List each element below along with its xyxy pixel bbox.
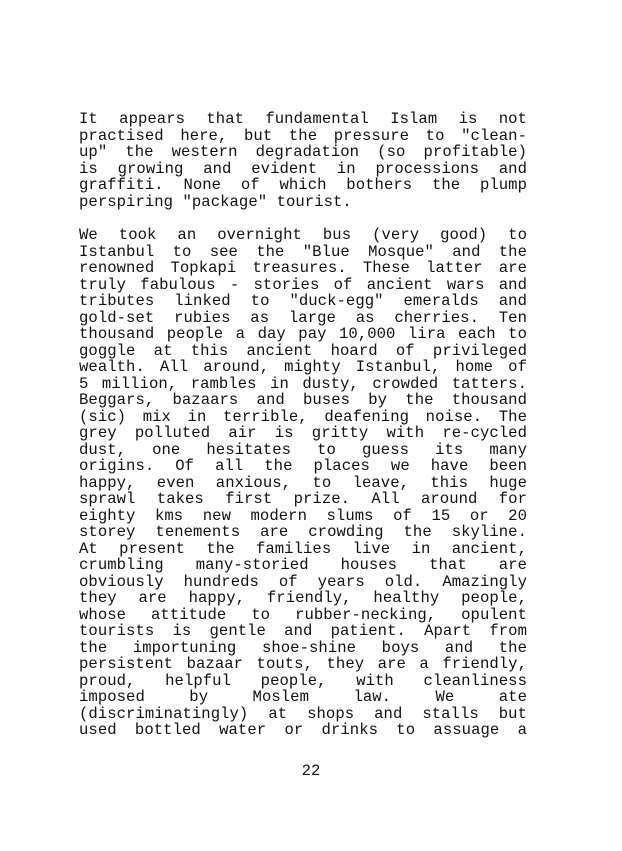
text-line: 5 million, rambles in dusty, crowded tatters. — [79, 374, 527, 393]
text-line: is growing and evident in processions and — [79, 159, 527, 178]
text-line: graffiti. None of which bothers the plump — [79, 176, 527, 194]
text-line: Beggars, bazaars and buses by the thousand — [79, 391, 527, 409]
text-line: (sic) mix in terrible, deafening noise. The — [79, 407, 527, 426]
text-line: (discriminatingly) at shops and stalls but — [79, 704, 527, 723]
text-line: imposed by Moslem law. We ate — [79, 688, 527, 706]
text-line: wealth. All around, mighty Istanbul, home of — [79, 358, 527, 376]
text-line: tributes linked to "duck-egg" emeralds and — [79, 292, 527, 310]
text-line: proud, helpful people, with cleanliness — [79, 671, 527, 690]
text-line: eighty kms new modern slums of 15 or 20 — [79, 506, 527, 525]
text-line: sprawl takes first prize. All around for — [79, 490, 527, 508]
text-line: perspiring "package" tourist. — [79, 192, 352, 211]
text-line: We took an overnight bus (very good) to — [79, 226, 527, 244]
text-line: obviously hundreds of years old. Amazingly — [79, 572, 527, 591]
text-line: persistent bazaar touts, they are a friendly, — [79, 655, 527, 673]
text-line: they are happy, friendly, healthy people, — [79, 589, 527, 607]
page-number: 22 — [301, 762, 321, 780]
text-line: up" the western degradation (so profitable) — [79, 143, 527, 161]
text-line: goggle at this ancient hoard of privileged — [79, 341, 527, 360]
text-line: crumbling many-storied houses that are — [79, 556, 527, 574]
text-line: grey polluted air is gritty with re-cycled — [79, 424, 527, 442]
text-line: origins. Of all the places we have been — [79, 457, 527, 475]
paragraph-1 — [79, 111, 527, 210]
text-line: practised here, but the pressure to "clean- — [79, 126, 527, 145]
text-line: renowned Topkapi treasures. These latter are — [79, 259, 527, 277]
text-line: It appears that fundamental Islam is not — [79, 110, 527, 128]
text-line: happy, even anxious, to leave, this huge — [79, 473, 527, 492]
text-line: whose attitude to rubber-necking, opulent — [79, 605, 527, 624]
text-line: gold-set rubies as large as cherries. Ten — [79, 308, 527, 327]
paragraph-2 — [79, 227, 527, 739]
text-line: the importuning shoe-shine boys and the — [79, 638, 527, 657]
text-line: Istanbul to see the "Blue Mosque" and the — [79, 242, 527, 261]
text-line: thousand people a day pay 10,000 lira each to — [79, 325, 527, 343]
text-line: storey tenements are crowding the skyline. — [79, 523, 527, 541]
text-line: dust, one hesitates to guess its many — [79, 440, 527, 459]
text-line: truly fabulous - stories of ancient wars and — [79, 275, 527, 294]
text-line: tourists is gentle and patient. Apart from — [79, 622, 527, 640]
text-line: At present the families live in ancient, — [79, 539, 527, 558]
text-line: used bottled water or drinks to assuage a — [79, 721, 527, 739]
